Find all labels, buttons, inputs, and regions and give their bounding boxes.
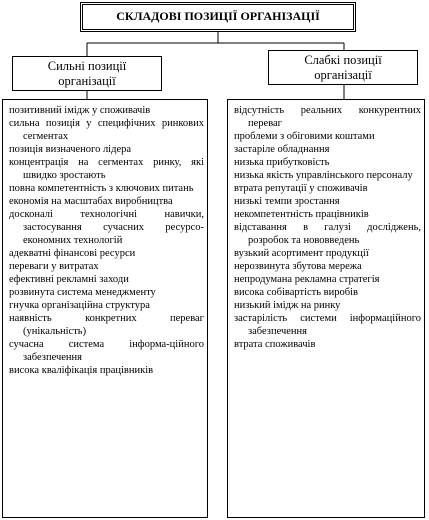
strong-item: розвинута система менеджменту xyxy=(9,287,156,298)
strong-item: концентрація на сегментах ринку, які швидко зростають xyxy=(9,157,204,181)
weak-item: відсутність реальних конкурентних переваг xyxy=(234,105,421,129)
weak-item: втрата репутації у споживачів xyxy=(234,183,368,194)
strong-positions-header xyxy=(12,56,162,91)
weak-header-line1: Слабкі позиції xyxy=(304,53,382,67)
strong-header-line2: організації xyxy=(58,74,116,88)
strong-item: висока кваліфікація працівників xyxy=(9,365,154,376)
weak-positions-list xyxy=(227,99,425,518)
strong-item: економія на масштабах виробництва xyxy=(9,196,173,207)
weak-item: застарілість системи інформаційного забезпечення xyxy=(234,313,421,337)
strong-item: повна компетентність з ключових питань xyxy=(9,183,194,194)
weak-item: відставання в галузі досліджень, розробок та нововведень xyxy=(234,222,421,246)
diagram-title: СКЛАДОВІ ПОЗИЦІЇ ОРГАНІЗАЦІЇ xyxy=(80,2,356,32)
strong-header-line1: Сильні позиції xyxy=(47,59,127,73)
weak-header-line2: організації xyxy=(314,68,372,82)
strong-item: позиція визначеного лідера xyxy=(9,144,132,155)
weak-item: низький імідж на ринку xyxy=(234,300,341,311)
weak-item: низька прибутковість xyxy=(234,157,330,168)
weak-item: вузький асортимент продукції xyxy=(234,248,369,259)
strong-item: наявність конкретних переваг (унікальність) xyxy=(9,313,204,337)
strong-item: ефективні рекламні заходи xyxy=(9,274,129,285)
strong-item: досконалі технологічні навички, застосування сучасних ресурсо-економних технологій xyxy=(9,209,204,246)
strong-item: сучасна система інформа-ційного забезпечення xyxy=(9,339,204,363)
weak-item: проблеми з обіговими коштами xyxy=(234,131,375,142)
weak-item: висока собівартість виробів xyxy=(234,287,358,298)
weak-item: нерозвинута збутова мережа xyxy=(234,261,362,272)
strong-item: гнучка організаційна структура xyxy=(9,300,150,311)
strong-item: сильна позиція у специфічних ринкових сегментах xyxy=(9,118,204,142)
weak-item: некомпетентність працівників xyxy=(234,209,369,220)
strong-positions-list xyxy=(2,99,208,518)
strong-item: адекватні фінансові ресурси xyxy=(9,248,136,259)
weak-item: низька якість управлінського персоналу xyxy=(234,170,413,181)
weak-item: застаріле обладнання xyxy=(234,144,330,155)
weak-positions-header xyxy=(268,50,418,85)
weak-item: низькі темпи зростання xyxy=(234,196,340,207)
weak-item: непродумана рекламна стратегія xyxy=(234,274,380,285)
weak-item: втрата споживачів xyxy=(234,339,316,350)
strong-item: позитивний імідж у споживачів xyxy=(9,105,151,116)
strong-item: переваги у витратах xyxy=(9,261,99,272)
